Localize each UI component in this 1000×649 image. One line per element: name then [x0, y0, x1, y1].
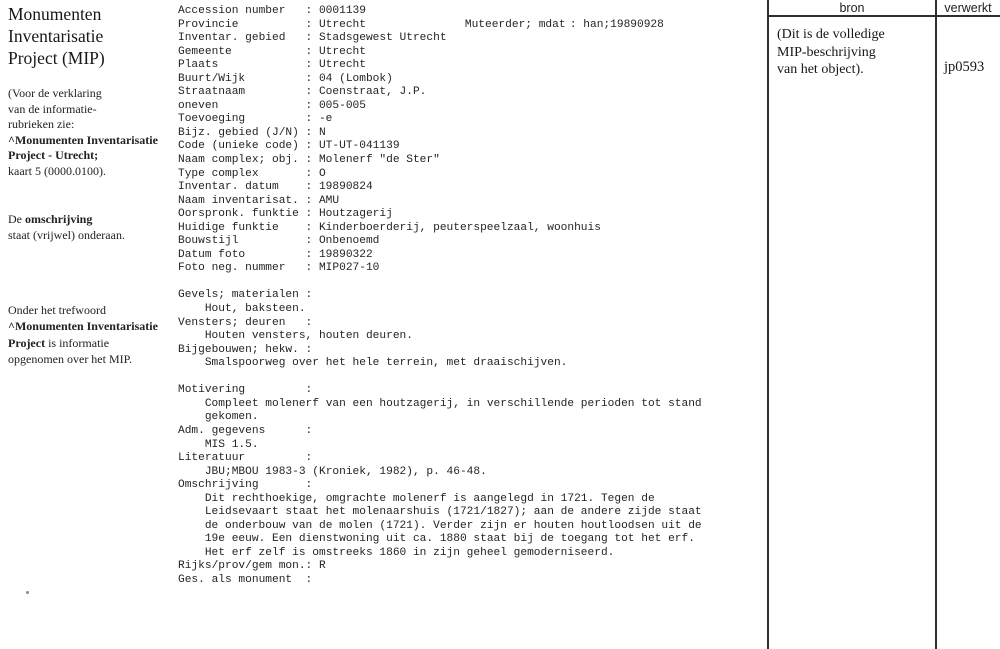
field-row [178, 560, 702, 574]
note-segment: Project - Utrecht; [8, 148, 99, 162]
field-colon: : [305, 59, 313, 72]
field-value: R [318, 560, 326, 573]
note-segment: De [8, 212, 25, 226]
page-title-line: Monumenten [8, 4, 102, 24]
table-border-left [767, 0, 769, 649]
field-value: Molenerf "de Ster" [318, 154, 440, 167]
field-colon: : [305, 452, 313, 465]
note-segment: ^Monumenten Inventarisatie [8, 132, 158, 147]
field-colon: : [305, 235, 313, 248]
bron-note-line: (Dit is de volledige [777, 27, 885, 42]
note-line [8, 211, 125, 227]
field-row [178, 127, 702, 141]
field-row [178, 384, 702, 398]
field-colon: : [305, 316, 313, 329]
field-label: Code (unieke code) [178, 140, 299, 153]
note-line [8, 86, 158, 102]
field-colon: : [305, 154, 313, 167]
field-label: Buurt/Wijk [178, 72, 246, 85]
field-row [178, 344, 702, 358]
field-value: N [318, 126, 326, 139]
text-row: Het erf zelf is omstreeks 1860 in zijn geheel gemoderniseerd. [204, 546, 615, 559]
field-row [178, 208, 702, 222]
sidebar-note-omschrijving [8, 211, 125, 244]
blank-row [178, 276, 702, 290]
field-colon: : [305, 86, 313, 99]
field-colon: : [305, 140, 313, 153]
note-segment: Project [8, 335, 46, 350]
field-row [178, 195, 702, 209]
muteerder-field [438, 5, 664, 46]
bron-note-line: van het object). [777, 62, 864, 78]
text-row: gekomen. [204, 411, 259, 424]
field-value: 04 (Lombok) [318, 72, 393, 85]
field-colon: : [305, 221, 313, 234]
note-segment: ^Monumenten Inventarisatie [8, 319, 158, 334]
text-row: Houten vensters, houten deuren. [204, 330, 413, 343]
note-line [8, 102, 158, 118]
field-colon: : [305, 45, 313, 58]
note-line [8, 351, 158, 367]
field-value: Utrecht [318, 18, 366, 31]
page-title-line: Inventarisatie [8, 25, 104, 46]
note-line [8, 117, 158, 133]
text-row: 19e eeuw. Een dienstwoning uit ca. 1880 staat bij de toegang tot het erf. [204, 533, 695, 546]
note-line [8, 133, 158, 149]
field-value: UT-UT-041139 [318, 140, 400, 153]
note-line [8, 302, 158, 318]
record-fields [178, 5, 702, 588]
field-row [178, 113, 702, 127]
field-colon: : [305, 208, 313, 221]
muteerder-value: han;19890928 [583, 18, 664, 31]
table-column-divider [935, 0, 937, 649]
note-line [8, 335, 158, 351]
verwerkt-cell-value: jp0593 [944, 59, 985, 75]
text-row: Compleet molenerf van een houtzagerij, in verschillende perioden tot stand [204, 397, 702, 410]
field-row [178, 452, 702, 466]
field-value: Utrecht [318, 59, 366, 72]
field-colon: : [305, 126, 313, 139]
field-value: 005-005 [318, 99, 366, 112]
blank-row [178, 371, 702, 385]
field-value: Houtzagerij [318, 208, 393, 221]
field-row [178, 289, 702, 303]
field-label: Bijz. gebied (J/N) [178, 126, 299, 139]
field-value: Stadsgewest Utrecht [318, 32, 447, 45]
note-segment: rubrieken zie: [8, 117, 75, 131]
field-label: Plaats [178, 59, 219, 72]
field-label: Bijgebouwen; hekw. [178, 343, 299, 356]
text-row: MIS 1.5. [204, 438, 259, 451]
field-colon: : [305, 479, 313, 492]
field-value: O [318, 167, 326, 180]
text-row: Smalspoorweg over het hele terrein, met draaischijven. [204, 357, 568, 370]
field-row [178, 46, 702, 60]
bron-note-line: MIP-beschrijving [777, 44, 876, 60]
note-segment: opgenomen over het MIP. [8, 352, 132, 367]
field-label: Motivering [178, 384, 246, 397]
field-colon: : [305, 248, 313, 261]
note-segment: (Voor de verklaring [8, 86, 102, 100]
field-row [178, 574, 702, 588]
field-row [178, 425, 702, 439]
field-value: Utrecht [318, 45, 366, 58]
field-row [178, 73, 702, 87]
field-label: Foto neg. nummer [178, 262, 286, 275]
note-segment: is informatie [45, 335, 110, 350]
bron-cell-note [777, 26, 885, 79]
field-colon: : [305, 181, 313, 194]
field-colon: : [305, 573, 313, 586]
field-colon: : [305, 99, 313, 112]
page-title-line: Project (MIP) [8, 47, 105, 68]
column-header-verwerkt: verwerkt [944, 1, 992, 15]
muteerder-label: Muteerder; mdat [464, 18, 566, 31]
field-colon: : [305, 32, 313, 45]
field-value: 0001139 [318, 5, 366, 17]
field-label: Huidige funktie [178, 221, 279, 234]
field-label: Omschrijving [178, 479, 259, 492]
field-row [178, 140, 702, 154]
field-label: Bouwstijl [178, 235, 239, 248]
field-value: Onbenoemd [318, 235, 380, 248]
field-row [178, 86, 702, 100]
field-row [178, 181, 702, 195]
field-label: Naam inventarisat. [178, 194, 299, 207]
note-segment: Onder het trefwoord [8, 303, 106, 317]
text-row: JBU;MBOU 1983-3 (Kroniek, 1982), p. 46-48. [204, 465, 487, 478]
note-line [8, 148, 158, 164]
field-value: AMU [318, 194, 340, 207]
field-row [178, 317, 702, 331]
field-label: Straatnaam [178, 86, 246, 99]
muteerder-colon: : [569, 18, 577, 31]
field-label: Toevoeging [178, 113, 246, 126]
field-label: Vensters; deuren [178, 316, 286, 329]
field-label: Naam complex; obj. [178, 154, 299, 167]
table-header-rule [767, 15, 1000, 17]
field-label: Gevels; materialen [178, 289, 299, 302]
field-label: Oorspronk. funktie [178, 208, 299, 221]
field-colon: : [305, 113, 313, 126]
text-row: Hout, baksteen. [204, 303, 306, 316]
field-row [178, 262, 702, 276]
field-value: 19890322 [318, 248, 373, 261]
field-colon: : [305, 384, 313, 397]
field-label: Ges. als monument [178, 573, 293, 586]
column-header-bron: bron [839, 1, 865, 15]
field-label: Adm. gegevens [178, 424, 266, 437]
sidebar-note-trefwoord [8, 302, 158, 368]
text-row: Leidsevaart staat het molenaarshuis (1721/1827); aan de andere zijde staat [204, 506, 702, 519]
field-value: Coenstraat, J.P. [318, 86, 427, 99]
field-label: Provincie [178, 18, 239, 31]
field-row [178, 479, 702, 493]
field-label: oneven [178, 99, 219, 112]
field-colon: : [305, 167, 313, 180]
note-line [8, 164, 158, 180]
field-value: 19890824 [318, 181, 373, 194]
field-label: Literatuur [178, 452, 246, 465]
field-label: Gemeente [178, 45, 232, 58]
field-colon: : [305, 262, 313, 275]
field-colon: : [305, 18, 313, 31]
field-value: MIP027-10 [318, 262, 380, 275]
text-row: Dit rechthoekige, omgrachte molenerf is aangelegd in 1721. Tegen de [204, 492, 655, 505]
text-row: de onderbouw van de molen (1721). Verder zijn er houten houtloodsen uit de [204, 519, 702, 532]
field-colon: : [305, 424, 313, 437]
field-row [178, 154, 702, 168]
field-label: Datum foto [178, 248, 246, 261]
field-row [178, 100, 702, 114]
field-row [178, 222, 702, 236]
field-value: -e [318, 113, 333, 126]
sidebar-note-legend [8, 86, 158, 179]
note-segment: staat (vrijwel) onderaan. [8, 228, 125, 243]
field-label: Inventar. gebied [178, 32, 286, 45]
field-colon: : [305, 5, 313, 17]
note-segment: kaart 5 (0000.0100). [8, 163, 106, 178]
field-label: Inventar. datum [178, 181, 279, 194]
page-title [8, 4, 105, 69]
note-segment: van de informatie- [8, 101, 97, 116]
field-row [178, 59, 702, 73]
note-line [8, 318, 158, 334]
field-label: Type complex [178, 167, 259, 180]
field-colon: : [305, 72, 313, 85]
field-value: Kinderboerderij, peuterspeelzaal, woonhuis [318, 221, 601, 234]
note-segment: omschrijving [25, 212, 93, 226]
field-colon: : [305, 560, 313, 573]
field-colon: : [305, 343, 313, 356]
note-line [8, 227, 125, 243]
field-row [178, 168, 702, 182]
field-label: Rijks/prov/gem mon. [178, 560, 306, 573]
stray-mark [26, 591, 29, 594]
field-row [178, 235, 702, 249]
field-colon: : [305, 194, 313, 207]
field-row [178, 249, 702, 263]
field-label: Accession number [178, 5, 286, 17]
field-colon: : [305, 289, 313, 302]
